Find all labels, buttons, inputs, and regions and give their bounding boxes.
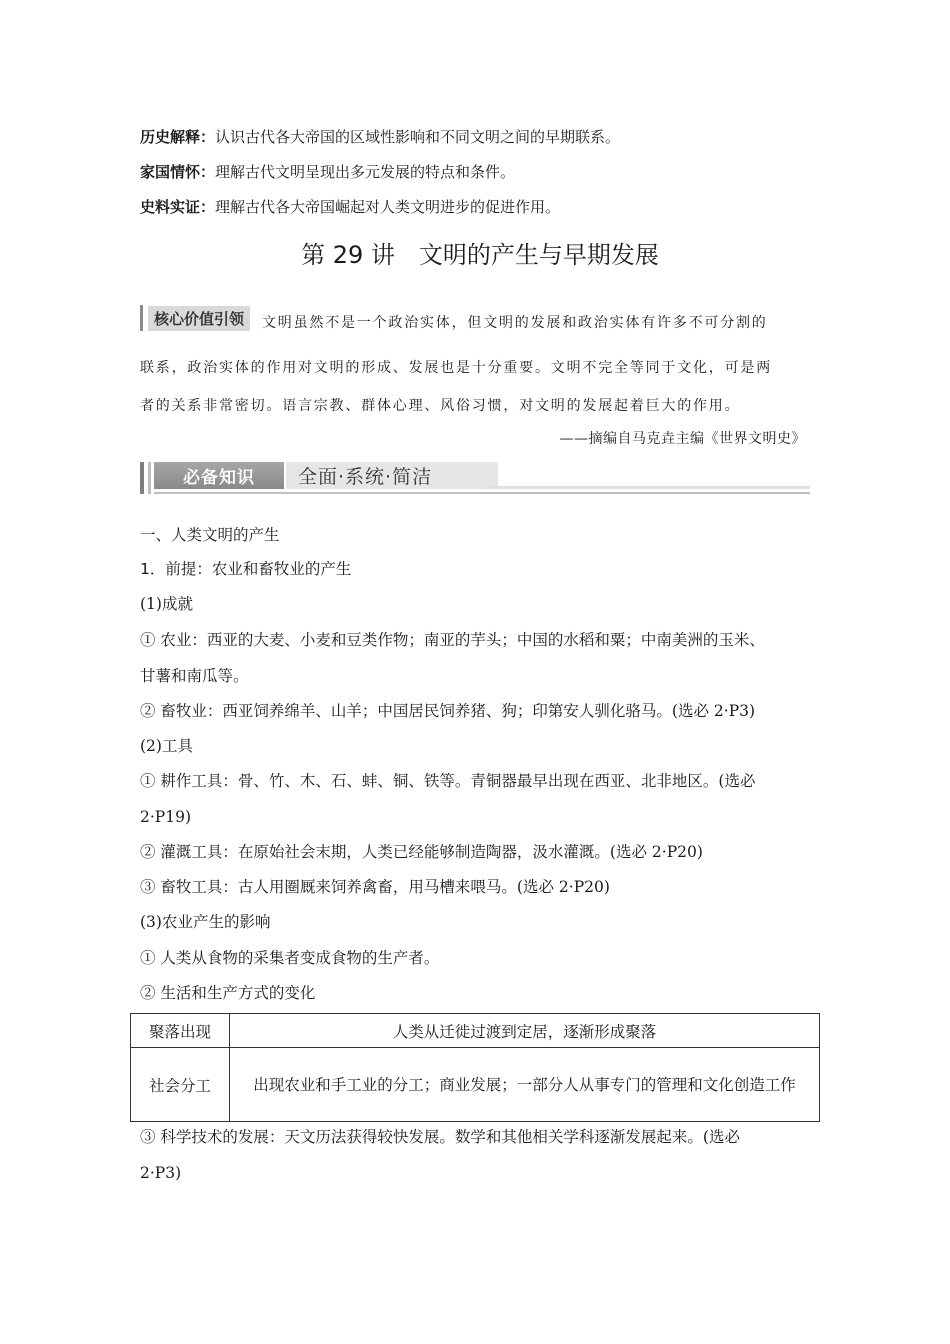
objective-text: 理解古代各大帝国崛起对人类文明进步的促进作用。 <box>215 198 561 216</box>
objective-text: 认识古代各大帝国的区域性影响和不同文明之间的早期联系。 <box>215 128 621 146</box>
table-cell-value: 人类从迁徙过渡到定居，逐渐形成聚落 <box>230 1014 820 1048</box>
banner-essential-knowledge: 必备知识 <box>154 462 284 489</box>
objective-label: 历史解释： <box>140 128 216 146</box>
objective-history-explanation <box>140 127 620 147</box>
core-quote-line: 文明虽然不是一个政治实体，但文明的发展和政治实体有许多不可分割的 <box>262 315 768 331</box>
table-cell-key: 社会分工 <box>131 1048 230 1122</box>
objective-label: 史料实证： <box>140 198 216 216</box>
paragraph-line: ③ 畜牧工具：古人用圈厩来饲养禽畜，用马槽来喂马。(选必 2·P20) <box>140 878 610 896</box>
table-cell-key: 聚落出现 <box>131 1014 230 1048</box>
banner-subtitle: 全面·系统·简洁 <box>286 462 498 489</box>
paragraph-line: 2·P3) <box>140 1164 182 1182</box>
banner-bar <box>140 462 144 494</box>
quote-source: ——摘编自马克垚主编《世界文明史》 <box>559 431 806 447</box>
table-cell-value: 出现农业和手工业的分工；商业发展；一部分人从事专门的管理和文化创造工作 <box>230 1048 820 1122</box>
banner-rule <box>486 486 810 489</box>
paragraph-line: 甘薯和南瓜等。 <box>140 667 249 685</box>
lesson-title: 第 29 讲 文明的产生与早期发展 <box>301 241 659 269</box>
paragraph-line: ② 生活和生产方式的变化 <box>140 984 316 1002</box>
subsection-heading: 1．前提：农业和畜牧业的产生 <box>140 560 352 578</box>
paragraph-line: ① 农业：西亚的大麦、小麦和豆类作物；南亚的芋头；中国的水稻和粟；中南美洲的玉米、 <box>140 631 765 649</box>
paragraph-line: ② 灌溉工具：在原始社会末期，人类已经能够制造陶器，汲水灌溉。(选必 2·P20) <box>140 843 703 861</box>
core-value-tag-label: 核心价值引领 <box>148 306 250 331</box>
item-heading: (3)农业产生的影响 <box>140 913 271 931</box>
core-quote-line: 联系，政治实体的作用对文明的形成、发展也是十分重要。文明不完全等同于文化，可是两 <box>140 360 772 376</box>
section-heading: 一、人类文明的产生 <box>140 526 280 544</box>
objective-evidence <box>140 197 560 217</box>
objective-label: 家国情怀： <box>140 163 216 181</box>
paragraph-line: ① 人类从食物的采集者变成食物的生产者。 <box>140 949 440 967</box>
banner-rule <box>154 492 810 494</box>
item-heading: (2)工具 <box>140 737 193 755</box>
section-banner <box>140 460 810 495</box>
lifestyle-change-table <box>130 1013 820 1122</box>
objective-text: 理解古代文明呈现出多元发展的特点和条件。 <box>215 163 516 181</box>
paragraph-line: 2·P19) <box>140 808 191 826</box>
paragraph-line: ③ 科学技术的发展：天文历法获得较快发展。数学和其他相关学科逐渐发展起来。(选必 <box>140 1128 740 1146</box>
banner-bar <box>148 462 151 494</box>
table-row <box>131 1048 820 1122</box>
core-value-tag <box>140 305 250 331</box>
objective-national-sentiment <box>140 162 515 182</box>
table-row <box>131 1014 820 1048</box>
item-heading: (1)成就 <box>140 595 193 613</box>
paragraph-line: ② 畜牧业：西亚饲养绵羊、山羊；中国居民饲养猪、狗；印第安人驯化骆马。(选必 2·P3) <box>140 702 756 720</box>
paragraph-line: ① 耕作工具：骨、竹、木、石、蚌、铜、铁等。青铜器最早出现在西亚、北非地区。(选必 <box>140 772 756 790</box>
core-quote-line: 者的关系非常密切。语言宗教、群体心理、风俗习惯，对文明的发展起着巨大的作用。 <box>140 398 741 414</box>
